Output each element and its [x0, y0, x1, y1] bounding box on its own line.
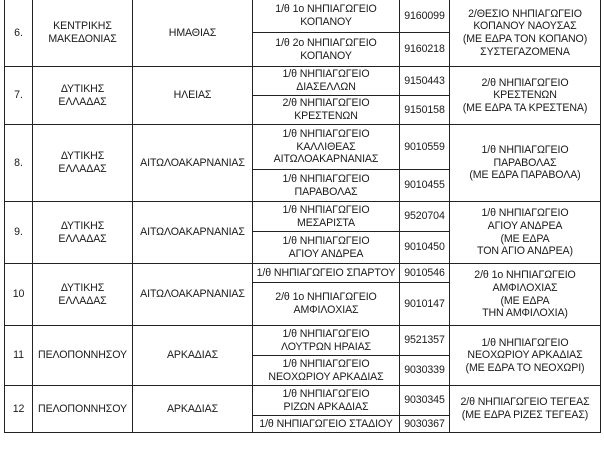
school-code-cell: 9160099: [400, 0, 450, 33]
table-row: [5, 326, 601, 356]
table-row: [5, 202, 601, 232]
school-code-cell: 9030367: [400, 416, 450, 433]
school-name-cell: 1/θ ΝΗΠΙΑΓΩΓΕΙΟ ΝΕΟΧΩΡΙΟΥ ΑΡΚΑΔΙΑΣ: [253, 356, 400, 386]
school-code-cell: 9010455: [400, 170, 450, 202]
region-cell: ΔΥΤΙΚΗΣ ΕΛΛΑΔΑΣ: [33, 264, 133, 326]
row-number: 12: [5, 386, 33, 433]
school-code-cell: 9030339: [400, 356, 450, 386]
prefecture-cell: ΑΙΤΩΛΟΑΚΑΡΝΑΝΙΑΣ: [133, 264, 253, 326]
school-name-cell: 1/θ ΝΗΠΙΑΓΩΓΕΙΟ ΜΕΣΑΡΙΣΤΑ: [253, 202, 400, 232]
prefecture-cell: ΑΙΤΩΛΟΑΚΑΡΝΑΝΙΑΣ: [133, 125, 253, 202]
merged-school-cell: 1/θ ΝΗΠΙΑΓΩΓΕΙΟ ΝΕΟΧΩΡΙΟΥ ΑΡΚΑΔΙΑΣ (ΜΕ ΕΔΡΑ ΤΟ ΝΕΟΧΩΡΙ): [450, 326, 601, 386]
row-number: 9.: [5, 202, 33, 264]
table-row: [5, 125, 601, 170]
school-code-cell: 9521357: [400, 326, 450, 356]
school-name-cell: 1/θ ΝΗΠΙΑΓΩΓΕΙΟ ΑΓΙΟΥ ΑΝΔΡΕΑ: [253, 232, 400, 264]
merged-school-cell: 2/θ ΝΗΠΙΑΓΩΓΕΙΟ ΤΕΓΕΑΣ (ΜΕ ΕΔΡΑ ΡΙΖΕΣ ΤΕΓΕΑΣ): [450, 386, 601, 433]
merged-school-cell: 1/θ ΝΗΠΙΑΓΩΓΕΙΟ ΠΑΡΑΒΟΛΑΣ (ΜΕ ΕΔΡΑ ΠΑΡΑΒΟΛΑ): [450, 125, 601, 202]
school-name-cell: 1/θ ΝΗΠΙΑΓΩΓΕΙΟ ΣΠΑΡΤΟΥ: [253, 264, 400, 283]
school-code-cell: 9150158: [400, 96, 450, 125]
school-name-cell: 1/θ ΝΗΠΙΑΓΩΓΕΙΟ ΔΙΑΣΕΛΛΩΝ: [253, 67, 400, 96]
table-row: [5, 386, 601, 416]
merged-school-cell: 2/θ 1ο ΝΗΠΙΑΓΩΓΕΙΟ ΑΜΦΙΛΟΧΙΑΣ (ΜΕ ΕΔΡΑ ΤΗΝ ΑΜΦΙΛΟΧΙΑ): [450, 264, 601, 326]
prefecture-cell: ΗΛΕΙΑΣ: [133, 67, 253, 125]
region-cell: ΚΕΝΤΡΙΚΗΣ ΜΑΚΕΔΟΝΙΑΣ: [33, 0, 133, 67]
school-name-cell: 2/θ ΝΗΠΙΑΓΩΓΕΙΟ ΚΡΕΣΤΕΝΩΝ: [253, 96, 400, 125]
school-name-cell: 1/θ ΝΗΠΙΑΓΩΓΕΙΟ ΚΑΛΛΙΘΕΑΣ ΑΙΤΩΛΟΑΚΑΡΝΑΝΙΑΣ: [253, 125, 400, 170]
school-code-cell: 9010559: [400, 125, 450, 170]
row-number: 10: [5, 264, 33, 326]
school-name-cell: 2/θ 1ο ΝΗΠΙΑΓΩΓΕΙΟ ΑΜΦΙΛΟΧΙΑΣ: [253, 283, 400, 326]
prefecture-cell: ΑΙΤΩΛΟΑΚΑΡΝΑΝΙΑΣ: [133, 202, 253, 264]
school-code-cell: 9150443: [400, 67, 450, 96]
school-code-cell: 9030345: [400, 386, 450, 416]
school-code-cell: 9010546: [400, 264, 450, 283]
row-number: 8.: [5, 125, 33, 202]
school-name-cell: 1/θ ΝΗΠΙΑΓΩΓΕΙΟ ΠΑΡΑΒΟΛΑΣ: [253, 170, 400, 202]
region-cell: ΔΥΤΙΚΗΣ ΕΛΛΑΔΑΣ: [33, 125, 133, 202]
prefecture-cell: ΑΡΚΑΔΙΑΣ: [133, 326, 253, 386]
region-cell: ΔΥΤΙΚΗΣ ΕΛΛΑΔΑΣ: [33, 202, 133, 264]
row-number: 11: [5, 326, 33, 386]
prefecture-cell: ΗΜΑΘΙΑΣ: [133, 0, 253, 67]
school-name-cell: 1/θ 2ο ΝΗΠΙΑΓΩΓΕΙΟ ΚΟΠΑΝΟΥ: [253, 33, 400, 67]
school-code-cell: 9520704: [400, 202, 450, 232]
table-row: [5, 67, 601, 96]
school-code-cell: 9010450: [400, 232, 450, 264]
school-name-cell: 1/θ ΝΗΠΙΑΓΩΓΕΙΟ ΡΙΖΩΝ ΑΡΚΑΔΙΑΣ: [253, 386, 400, 416]
school-code-cell: 9010147: [400, 283, 450, 326]
prefecture-cell: ΑΡΚΑΔΙΑΣ: [133, 386, 253, 433]
row-number: 7.: [5, 67, 33, 125]
school-code-cell: 9160218: [400, 33, 450, 67]
merged-school-cell: 2/ΘΕΣΙΟ ΝΗΠΙΑΓΩΓΕΙΟ ΚΟΠΑΝΟΥ ΝΑΟΥΣΑΣ (ΜΕ ΕΔΡΑ ΤΟΝ ΚΟΠΑΝΟ) ΣΥΣΤΕΓΑΖΟΜΕΝΑ: [450, 0, 601, 67]
region-cell: ΠΕΛΟΠΟΝΝΗΣΟΥ: [33, 326, 133, 386]
school-name-cell: 1/θ ΝΗΠΙΑΓΩΓΕΙΟ ΣΤΑΔΙΟΥ: [253, 416, 400, 433]
row-number: 6.: [5, 0, 33, 67]
school-name-cell: 1/θ ΝΗΠΙΑΓΩΓΕΙΟ ΛΟΥΤΡΩΝ ΗΡΑΙΑΣ: [253, 326, 400, 356]
merged-school-cell: 2/θ ΝΗΠΙΑΓΩΓΕΙΟ ΚΡΕΣΤΕΝΩΝ (ΜΕ ΕΔΡΑ ΤΑ ΚΡΕΣΤΕΝΑ): [450, 67, 601, 125]
merged-school-cell: 1/θ ΝΗΠΙΑΓΩΓΕΙΟ ΑΓΙΟΥ ΑΝΔΡΕΑ (ΜΕ ΕΔΡΑ ΤΟΝ ΑΓΙΟ ΑΝΔΡΕΑ): [450, 202, 601, 264]
school-name-cell: 1/θ 1ο ΝΗΠΙΑΓΩΓΕΙΟ ΚΟΠΑΝΟΥ: [253, 0, 400, 33]
table-row: [5, 264, 601, 283]
region-cell: ΠΕΛΟΠΟΝΝΗΣΟΥ: [33, 386, 133, 433]
region-cell: ΔΥΤΙΚΗΣ ΕΛΛΑΔΑΣ: [33, 67, 133, 125]
school-merge-table: [4, 0, 601, 433]
table-row: [5, 0, 601, 33]
